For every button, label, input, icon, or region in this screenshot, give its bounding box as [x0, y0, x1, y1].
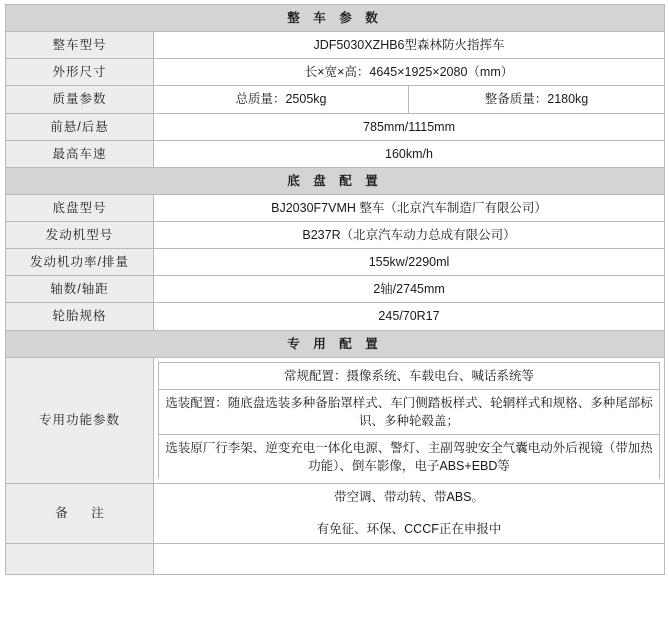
row-value-curb-mass: 整备质量：2180kg	[409, 86, 665, 113]
section-header-row	[6, 330, 665, 357]
section-header-row	[6, 167, 665, 194]
row-label-notes: 备 注	[6, 484, 154, 543]
row-label-tire-spec: 轮胎规格	[6, 303, 154, 330]
table-row	[6, 140, 665, 167]
row-label-mass: 质量参数	[6, 86, 154, 113]
table-row	[6, 194, 665, 221]
special-function-standard: 常规配置：摄像系统、车载电台、喊话系统等	[159, 362, 660, 389]
spec-table	[5, 4, 665, 575]
table-row	[6, 222, 665, 249]
row-label-axles-wheelbase: 轴数/轴距	[6, 276, 154, 303]
table-row	[6, 249, 665, 276]
row-value-special-functions	[154, 357, 665, 484]
row-value-max-speed: 160km/h	[154, 140, 665, 167]
row-value-engine-model: B237R（北京汽车动力总成有限公司）	[154, 222, 665, 249]
row-value-chassis-model: BJ2030F7VMH 整车（北京汽车制造厂有限公司）	[154, 194, 665, 221]
table-row	[6, 484, 665, 543]
table-row-blank	[6, 543, 665, 574]
row-value-vehicle-model: JDF5030XZHB6型森林防火指挥车	[154, 32, 665, 59]
blank-label-cell	[6, 543, 154, 574]
section-title-vehicle: 整 车 参 数	[6, 5, 665, 32]
row-value-axles-wheelbase: 2轴/2745mm	[154, 276, 665, 303]
notes-line-1: 带空调、带动转、带ABS。	[334, 490, 485, 505]
table-row	[6, 86, 665, 113]
blank-value-cell	[154, 543, 665, 574]
table-row	[6, 357, 665, 484]
section-header-row	[6, 5, 665, 32]
row-label-overhang: 前悬/后悬	[6, 113, 154, 140]
section-title-special: 专 用 配 置	[6, 330, 665, 357]
table-row	[6, 113, 665, 140]
row-value-notes	[154, 484, 665, 543]
special-function-line	[159, 389, 660, 434]
table-row	[6, 276, 665, 303]
row-value-tire-spec: 245/70R17	[154, 303, 665, 330]
row-label-chassis-model: 底盘型号	[6, 194, 154, 221]
row-label-engine-model: 发动机型号	[6, 222, 154, 249]
row-label-max-speed: 最高车速	[6, 140, 154, 167]
notes-line-2: 有免征、环保、CCCF正在申报中	[316, 522, 502, 537]
row-label-engine-power-displacement: 发动机功率/排量	[6, 249, 154, 276]
row-label-dimensions: 外形尺寸	[6, 59, 154, 86]
special-function-line	[159, 362, 660, 389]
row-value-overhang: 785mm/1115mm	[154, 113, 665, 140]
table-row	[6, 303, 665, 330]
special-function-optional-2: 选装原厂行李架、逆变充电一体化电源、警灯、主副驾驶安全气囊电动外后视镜（带加热功能）、倒车影像，电子ABS+EBD等	[159, 435, 660, 480]
row-value-dimensions: 长×宽×高：4645×1925×2080（mm）	[154, 59, 665, 86]
row-value-gross-mass: 总质量：2505kg	[154, 86, 409, 113]
table-row	[6, 32, 665, 59]
section-title-chassis: 底 盘 配 置	[6, 167, 665, 194]
row-value-engine-power-displacement: 155kw/2290ml	[154, 249, 665, 276]
table-row	[6, 59, 665, 86]
special-function-optional-1: 选装配置：随底盘选装多种备胎罩样式、车门侧踏板样式、轮辋样式和规格、多种尾部标识、多种轮毂盖；	[159, 389, 660, 434]
special-functions-table	[158, 362, 660, 480]
special-function-line	[159, 435, 660, 480]
row-label-vehicle-model: 整车型号	[6, 32, 154, 59]
row-label-special-functions: 专用功能参数	[6, 357, 154, 484]
